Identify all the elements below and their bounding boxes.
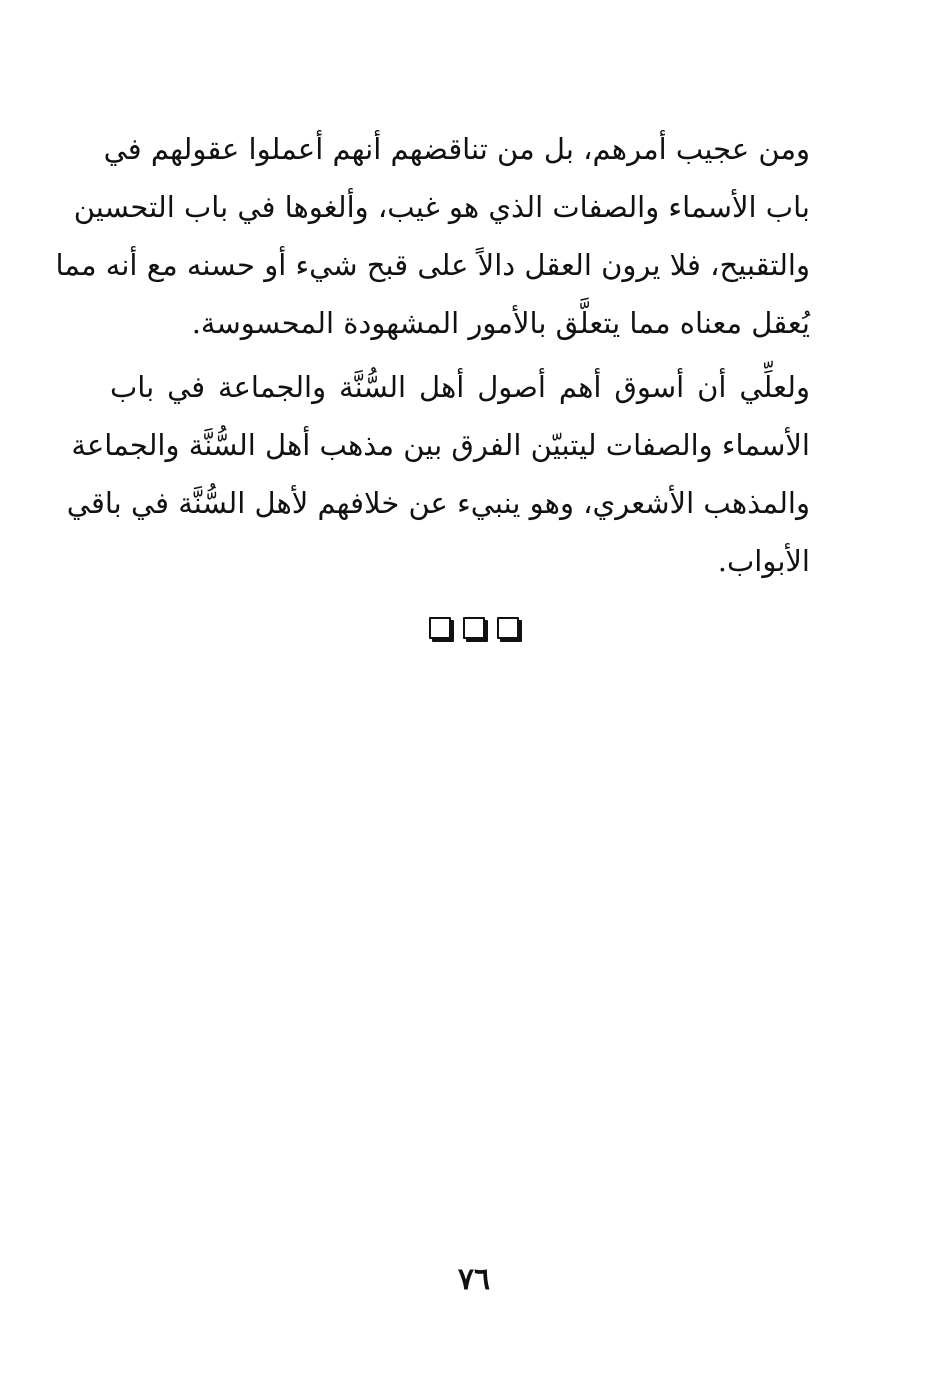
paragraph-2 <box>66 358 810 590</box>
text-line: باب الأسماء والصفات الذي هو غيب، وألغوها في باب التحسين <box>73 190 810 224</box>
text-line: ولعلِّي أن أسوق أهم أصول أهل السُّنَّة والجماعة في باب <box>110 370 810 404</box>
text-line: الأبواب. <box>717 544 810 578</box>
body-text <box>55 120 810 590</box>
paragraph-1 <box>55 120 810 352</box>
square-box-icon <box>497 617 519 639</box>
text-line: يُعقل معناه مما يتعلَّق بالأمور المشهودة المحسوسة. <box>191 306 810 340</box>
text-line: ومن عجيب أمرهم، بل من تناقضهم أنهم أعملوا عقولهم في <box>103 132 810 166</box>
text-line: والمذهب الأشعري، وهو ينبيء عن خلافهم لأهل السُّنَّة في باقي <box>66 486 810 520</box>
square-box-icon <box>463 617 485 639</box>
page-number: ٧٦ <box>457 1262 491 1297</box>
section-separator <box>0 617 948 639</box>
text-line: الأسماء والصفات ليتبيّن الفرق بين مذهب أهل السُّنَّة والجماعة <box>71 428 810 462</box>
square-box-icon <box>429 617 451 639</box>
text-line: والتقبيح، فلا يرون العقل دالاً على قبح شيء أو حسنه مع أنه مما <box>55 248 810 282</box>
